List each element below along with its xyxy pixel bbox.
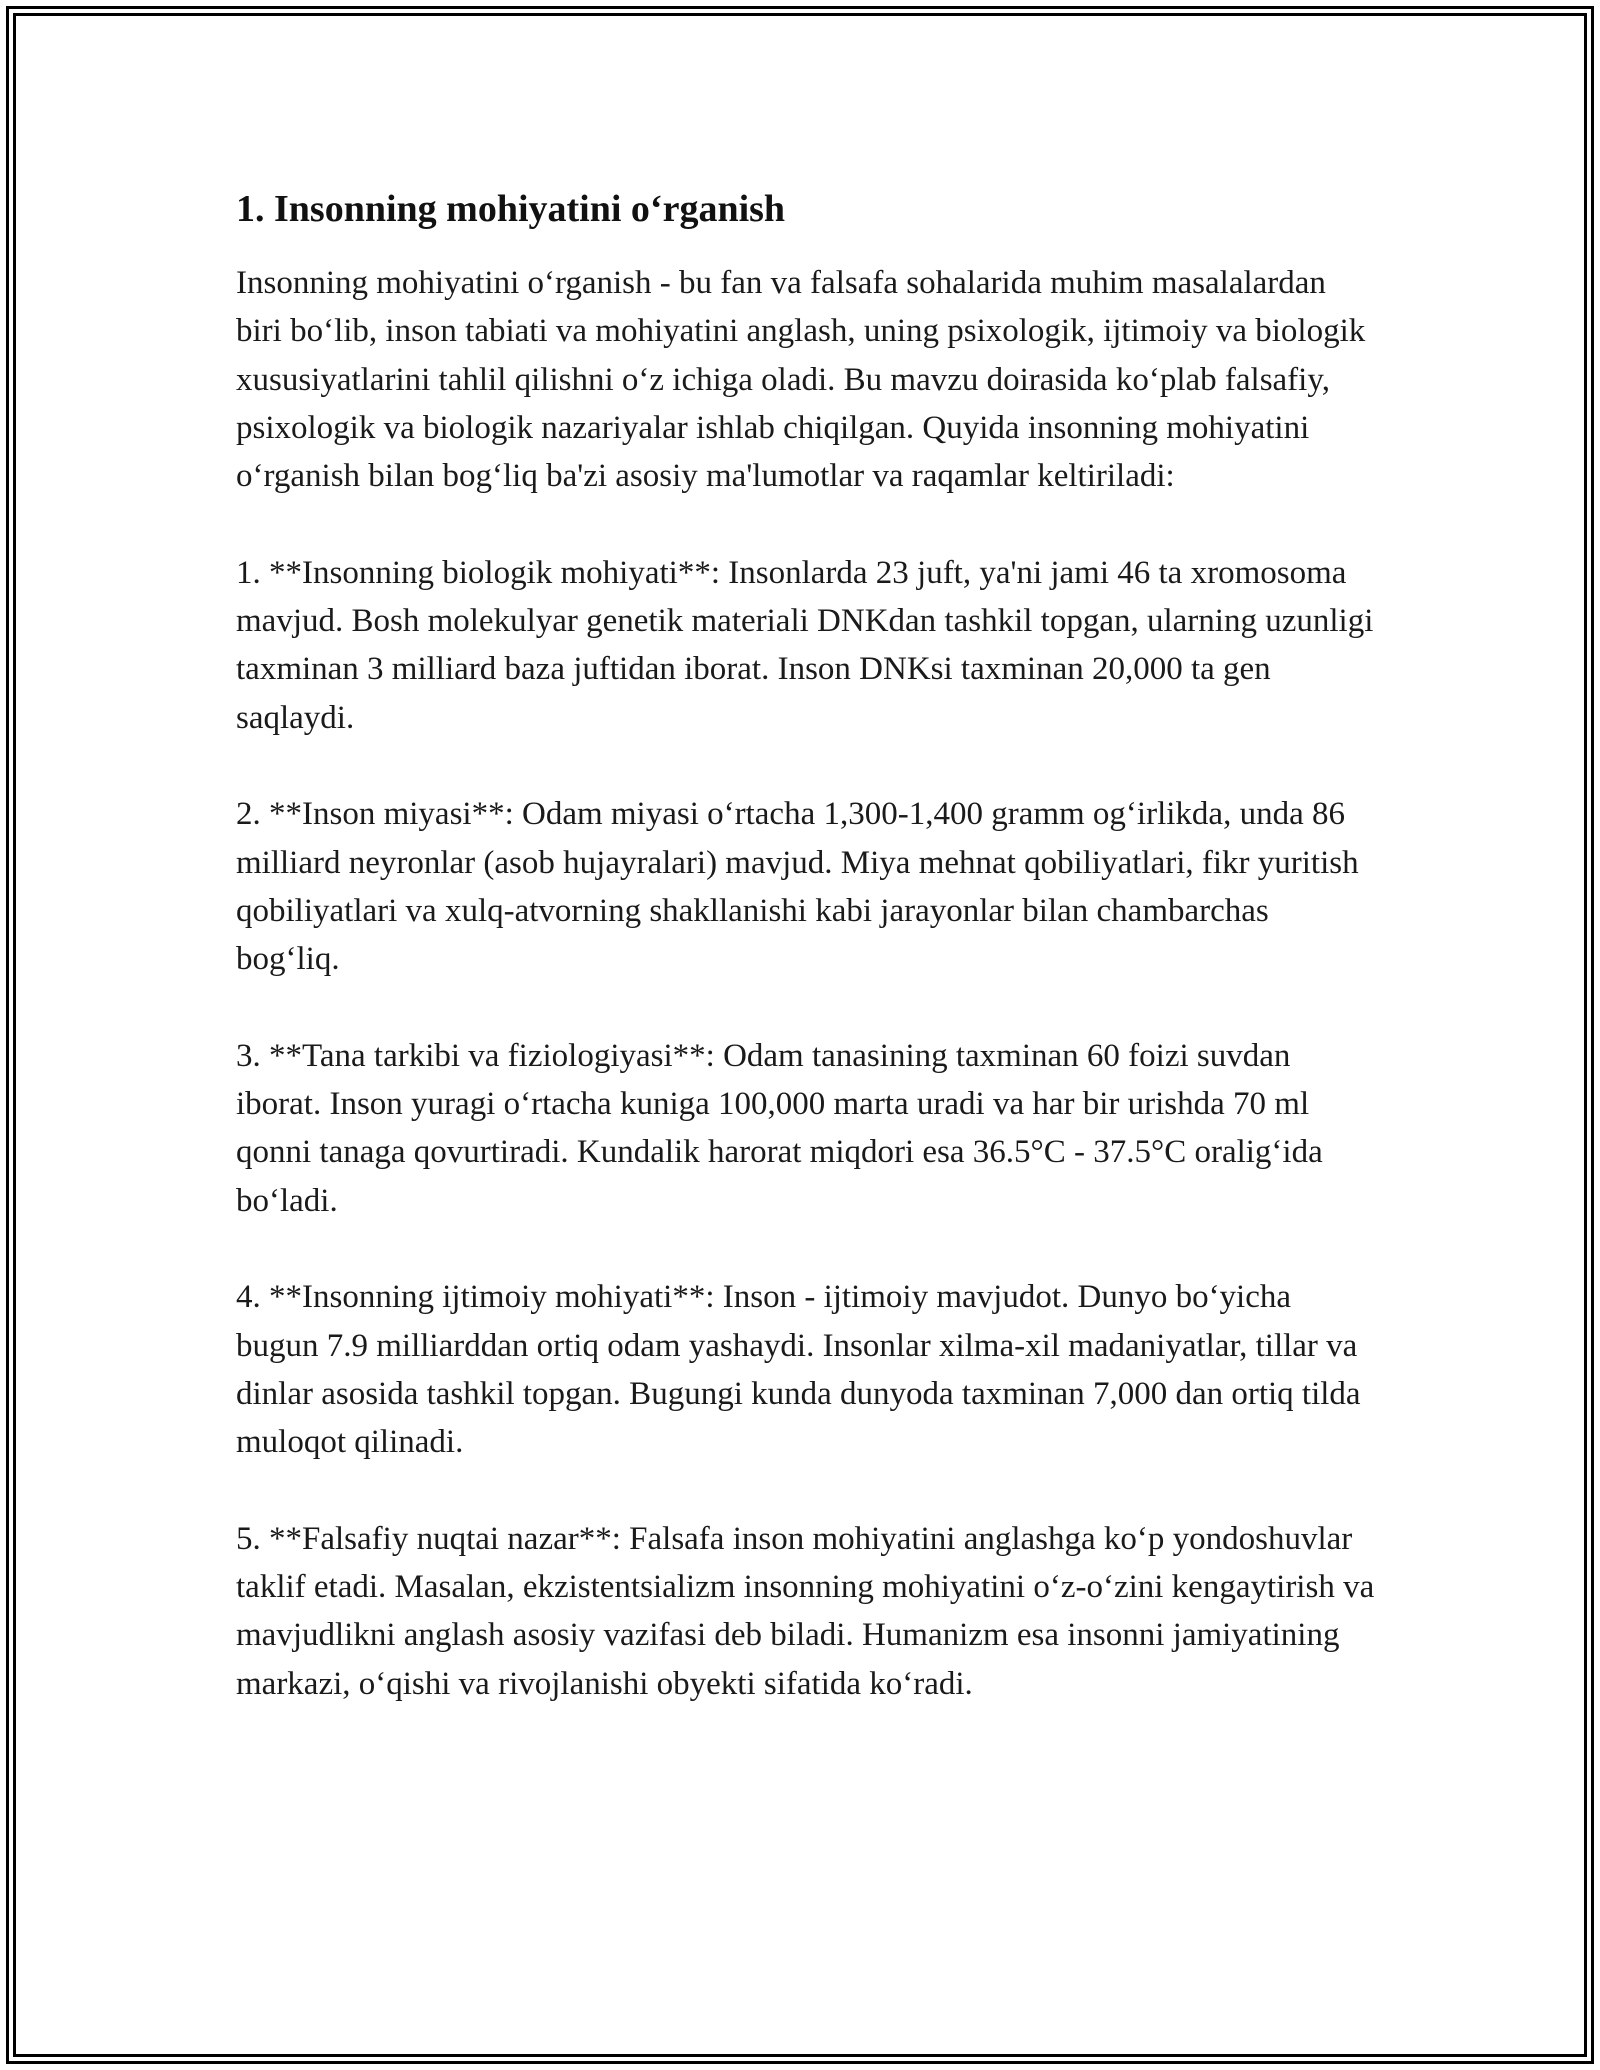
document-body [236, 185, 1376, 1756]
section-heading: 1. Insonning mohiyatini o‘rganish [236, 188, 786, 230]
list-item-physiology: 3. **Tana tarkibi va fiziologiyasi**: Odam tanasining taxminan 60 foizi suvdan iborat. Inson yuragi o‘rtacha kuniga 100,000 marta uradi va har bir urishda 70 ml qonni tanaga qovurtiradi. Kundalik harorat miqdori esa 36.5°C - 37.5°C oralig‘ida bo‘ladi. [236, 1037, 1323, 1219]
intro-paragraph: Insonning mohiyatini o‘rganish - bu fan va falsafa sohalarida muhim masalalardan biri bo‘lib, inson tabiati va mohiyatini anglash, uning psixologik, ijtimoiy va biologik xususiyatlarini tahlil qilishni o‘z ichiga oladi. Bu mavzu doirasida ko‘plab falsafiy, psixologik va biologik nazariyalar ishlab chiqilgan. Quyida insonning mohiyatini o‘rganish bilan bog‘liq ba'zi asosiy ma'lumotlar va raqamlar keltiriladi: [236, 265, 1366, 495]
list-item-biological: 1. **Insonning biologik mohiyati**: Insonlarda 23 juft, ya'ni jami 46 ta xromosoma mavjud. Bosh molekulyar genetik materiali DNKdan tashkil topgan, ularning uzunligi taxminan 3 milliard baza juftidan iborat. Inson DNKsi taxminan 20,000 ta gen saqlaydi. [236, 554, 1374, 736]
list-item-philosophy: 5. **Falsafiy nuqtai nazar**: Falsafa inson mohiyatini anglashga ko‘p yondoshuvlar taklif etadi. Masalan, ekzistentsializm insonning mohiyatini o‘z-o‘zini kengaytirish va mavjudlikni anglash asosiy vazifasi deb biladi. Humanizm esa insonni jamiyatining markazi, o‘qishi va rivojlanishi obyekti sifatida ko‘radi. [236, 1520, 1375, 1702]
list-item-brain: 2. **Inson miyasi**: Odam miyasi o‘rtacha 1,300-1,400 gramm og‘irlikda, unda 86 milliard neyronlar (asob hujayralari) mavjud. Miya mehnat qobiliyatlari, fikr yuritish qobiliyatlari va xulq-atvorning shakllanishi kabi jarayonlar bilan chambarchas bog‘liq. [236, 796, 1359, 978]
list-item-social: 4. **Insonning ijtimoiy mohiyati**: Inson - ijtimoiy mavjudot. Dunyo bo‘yicha bugun 7.9 milliarddan ortiq odam yashaydi. Insonlar xilma-xil madaniyatlar, tillar va dinlar asosida tashkil topgan. Bugungi kunda dunyoda taxminan 7,000 dan ortiq tilda muloqot qilinadi. [236, 1279, 1361, 1461]
